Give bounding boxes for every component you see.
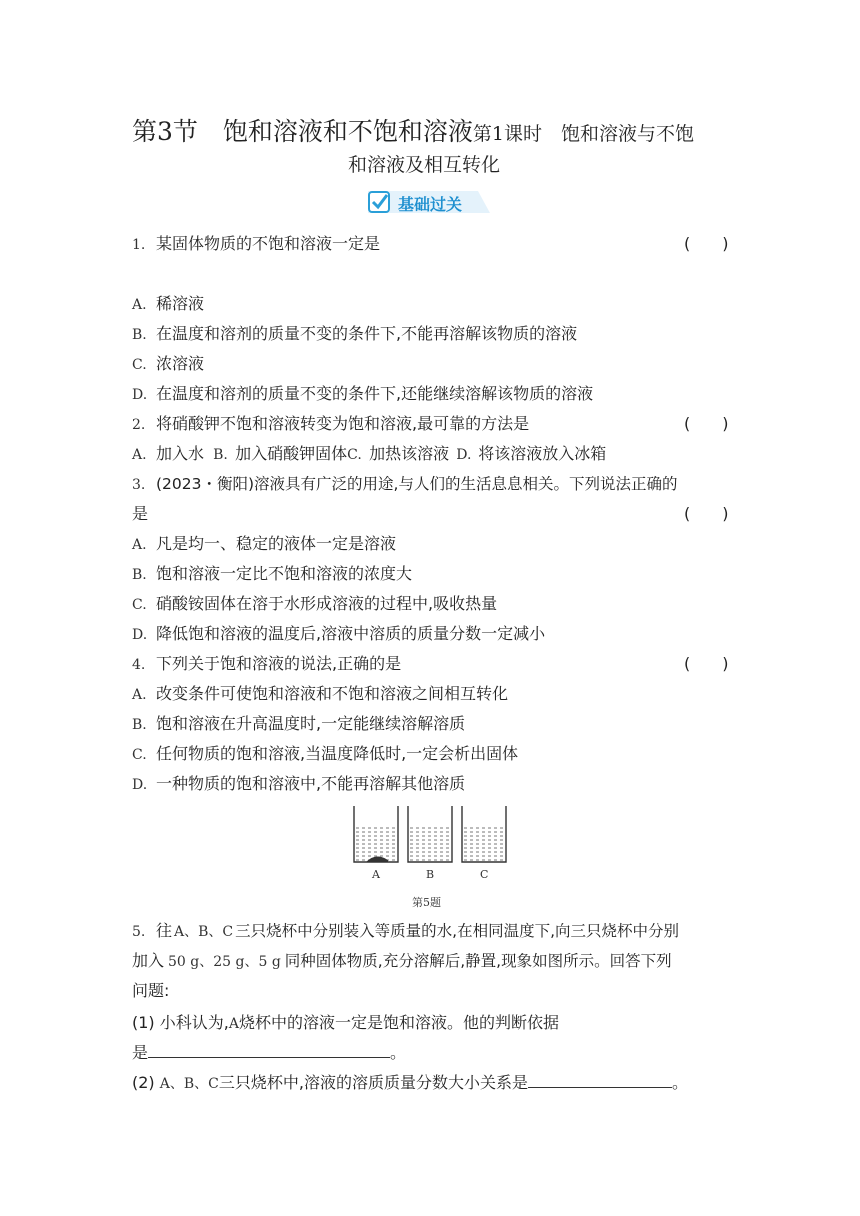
option-text: 将该溶液放入冰箱: [478, 444, 607, 463]
option-c: [132, 744, 518, 765]
option-text: 在温度和溶剂的质量不变的条件下,不能再溶解该物质的溶液: [156, 324, 578, 343]
option-label: A.: [132, 687, 147, 703]
beaker-c: [462, 806, 506, 862]
answer-paren[interactable]: ( ): [684, 504, 729, 523]
beaker-a-label: A: [372, 868, 380, 881]
answer-blank[interactable]: [148, 1043, 390, 1058]
option-d: [132, 624, 545, 645]
text-fragment: A、B、C: [174, 924, 234, 940]
lesson-title: 第1课时 饱和溶液与不饱: [472, 123, 695, 145]
text-fragment: 。: [390, 1043, 407, 1062]
beaker-a: [354, 806, 398, 862]
option-b: [132, 714, 465, 735]
option-label: A.: [132, 537, 147, 553]
option-text: 降低饱和溶液的温度后,溶液中溶质的质量分数一定减小: [156, 624, 546, 643]
option-text: 稀溶液: [156, 294, 205, 313]
option-label: C.: [347, 447, 362, 463]
option-text: 任何物质的饱和溶液,当温度降低时,一定会析出固体: [156, 744, 519, 763]
question-2-options: [132, 444, 606, 465]
question-text: 下列关于饱和溶液的说法,正确的是: [156, 654, 402, 673]
option-text: 加入硝酸钾固体: [235, 444, 348, 463]
answer-blank[interactable]: [528, 1073, 672, 1088]
beaker-c-label: C: [480, 868, 489, 881]
question-4-stem: [132, 654, 401, 675]
sub-question-number: (2): [132, 1073, 155, 1092]
sub-question-2: [132, 1073, 688, 1094]
option-text: 饱和溶液在升高温度时,一定能继续溶解溶质: [156, 714, 466, 733]
option-b: [132, 564, 412, 585]
option-label: D.: [132, 777, 148, 793]
text-fragment: A、B、C: [159, 1076, 219, 1092]
section-title: 第3节 饱和溶液和不饱和溶液: [132, 117, 473, 146]
option-label: A.: [132, 297, 147, 313]
text-fragment: 同种固体物质,充分溶解后,静置,现象如图所示。回答下列: [284, 952, 672, 970]
beaker-figure: [350, 802, 510, 882]
text-fragment: 50 g、25 g、5 g: [168, 954, 281, 970]
question-1-stem: [132, 234, 380, 255]
text-fragment: 烧杯中的溶液一定是饱和溶液。他的判断依据: [238, 1013, 559, 1032]
option-a: [132, 684, 508, 705]
option-label: D.: [456, 447, 472, 463]
beaker-b: [408, 806, 452, 862]
option-label: B.: [132, 717, 147, 733]
option-text: 浓溶液: [156, 354, 205, 373]
option-text: 硝酸铵固体在溶于水形成溶液的过程中,吸收热量: [156, 594, 498, 613]
beaker-b-label: B: [426, 868, 435, 881]
option-label: D.: [132, 627, 148, 643]
option-text: 加热该溶液: [369, 444, 450, 463]
badge-label: 基础过关: [398, 195, 463, 214]
figure-caption: 第5题: [412, 896, 441, 909]
question-3-stem-cont: 是: [132, 504, 149, 523]
question-text: 将硝酸钾不饱和溶液转变为饱和溶液,最可靠的方法是: [156, 414, 530, 433]
option-text: 饱和溶液一定比不饱和溶液的浓度大: [156, 564, 413, 583]
answer-paren[interactable]: ( ): [684, 414, 729, 433]
question-5-stem: [132, 921, 679, 942]
option-d: [132, 384, 593, 405]
question-number: 1.: [132, 237, 146, 253]
option-text: 加入水: [156, 444, 205, 463]
text-fragment: 三只烧杯中,溶液的溶质质量分数大小关系是: [218, 1073, 528, 1092]
text-fragment: 往: [156, 921, 173, 940]
option-c: [132, 354, 204, 375]
text-fragment: 三只烧杯中分别装入等质量的水,在相同温度下,向三只烧杯中分别: [235, 922, 679, 940]
question-number: 3.: [132, 477, 146, 493]
question-2-stem: [132, 414, 529, 435]
option-text: 在温度和溶剂的质量不变的条件下,还能继续溶解该物质的溶液: [156, 384, 594, 403]
section-badge: [368, 190, 492, 214]
answer-paren[interactable]: ( ): [684, 234, 729, 253]
lesson-title-continued: 和溶液及相互转化: [348, 154, 501, 176]
option-text: 凡是均一、稳定的液体一定是溶液: [156, 534, 397, 553]
text-fragment: 。: [671, 1073, 688, 1092]
text-fragment: A: [228, 1016, 239, 1032]
option-a: [132, 534, 396, 555]
option-text: 改变条件可使饱和溶液和不饱和溶液之间相互转化: [156, 684, 509, 703]
beakers-diagram: [350, 802, 510, 882]
option-c: [132, 594, 497, 615]
question-3-stem: [132, 474, 677, 495]
option-label: B.: [213, 447, 228, 463]
option-label: D.: [132, 387, 148, 403]
question-number: 4.: [132, 657, 146, 673]
option-label: B.: [132, 327, 147, 343]
question-5-stem-line3: 问题:: [132, 981, 170, 1000]
option-label: A.: [132, 447, 147, 463]
answer-paren[interactable]: ( ): [684, 654, 729, 673]
text-fragment: 加入: [132, 951, 165, 970]
question-text: 某固体物质的不饱和溶液一定是: [156, 234, 381, 253]
option-label: C.: [132, 747, 147, 763]
option-a: [132, 294, 204, 315]
question-5-stem-line2: [132, 951, 672, 972]
option-b: [132, 324, 577, 345]
sub-question-number: (1): [132, 1013, 155, 1032]
text-fragment: 是: [132, 1043, 149, 1062]
question-number: 2.: [132, 417, 146, 433]
option-d: [132, 774, 465, 795]
sub-question-1: [132, 1013, 559, 1034]
question-text: (2023・衡阳)溶液具有广泛的用途,与人们的生活息息相关。下列说法正确的: [156, 475, 678, 493]
option-text: 一种物质的饱和溶液中,不能再溶解其他溶质: [156, 774, 466, 793]
question-number: 5.: [132, 924, 146, 940]
page-title: [132, 112, 694, 148]
option-label: B.: [132, 567, 147, 583]
option-label: C.: [132, 357, 147, 373]
sub-question-1-answer: [132, 1043, 406, 1063]
option-label: C.: [132, 597, 147, 613]
text-fragment: 小科认为,: [159, 1013, 229, 1032]
